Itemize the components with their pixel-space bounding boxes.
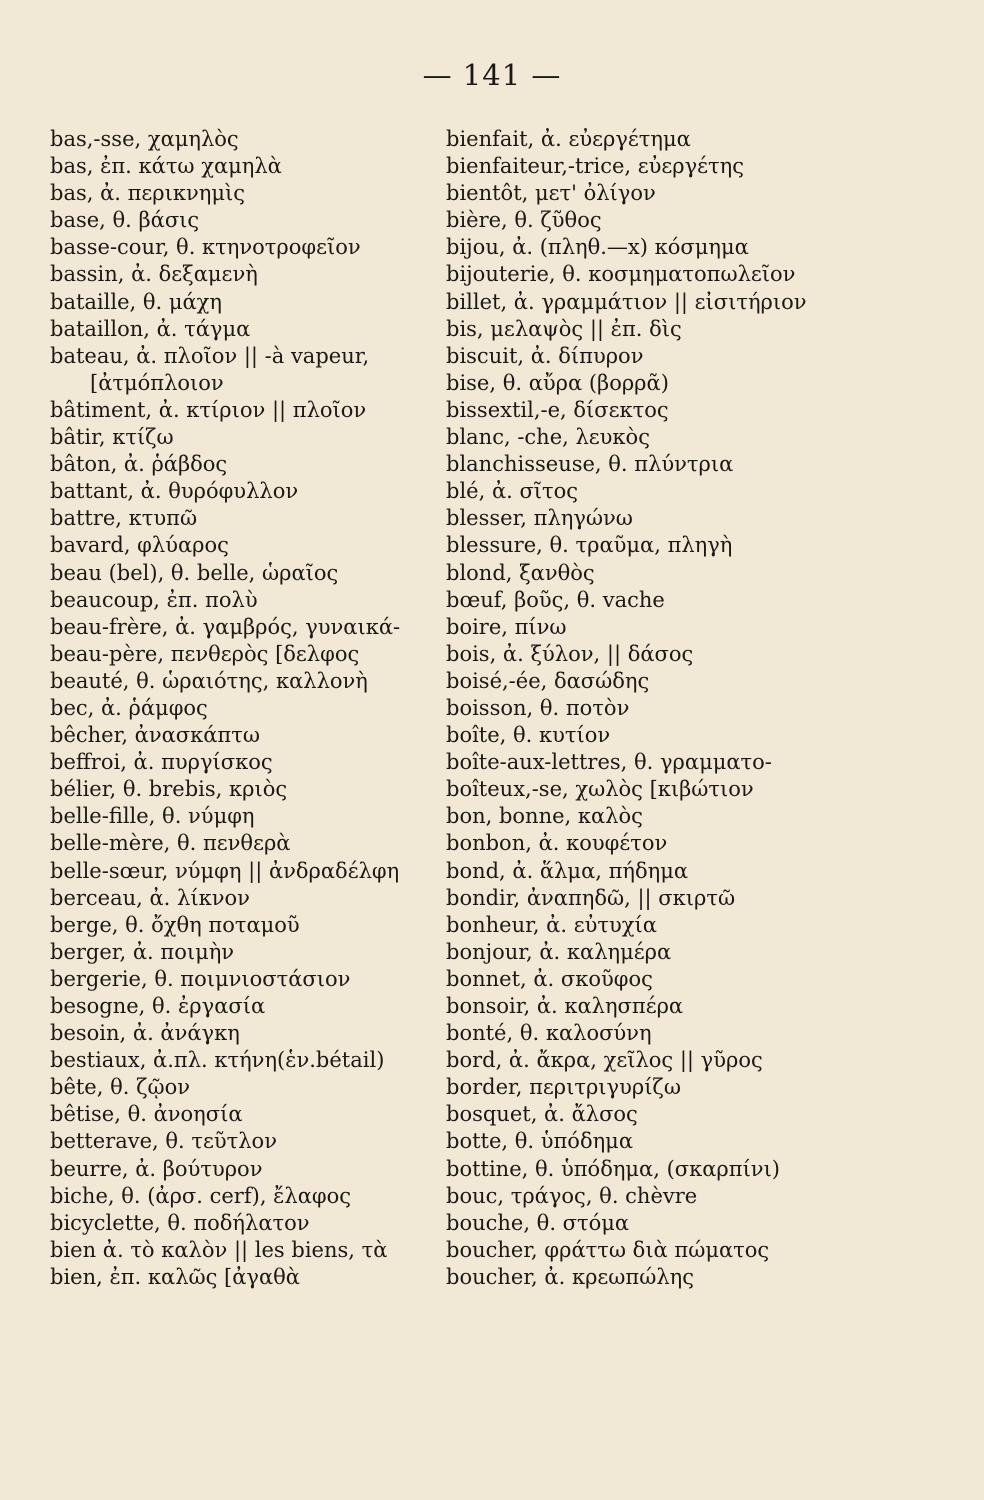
dictionary-entry: boisson, θ. ποτὸν <box>446 695 630 720</box>
dictionary-entry: belle-sœur, νύμφη || ἀνδραδέλφη <box>50 858 400 883</box>
dictionary-entry: beau-frère, ἀ. γαμβρός, γυναικά- <box>50 614 401 639</box>
dictionary-entry: bêtise, θ. ἀνοησία <box>50 1102 243 1127</box>
dictionary-entry: beurre, ἀ. βούτυρον <box>50 1156 263 1181</box>
dictionary-entry: bise, θ. αὔρα (βορρᾶ) <box>446 370 669 395</box>
dictionary-entry: bière, θ. ζῦθος <box>446 208 602 233</box>
dictionary-entry: blé, ἀ. σῖτος <box>446 479 579 504</box>
dictionary-entry: blanc, -che, λευκὸς <box>446 425 650 450</box>
dictionary-entry: berge, θ. ὄχθη ποταμοῦ <box>50 912 300 937</box>
dictionary-entry: bélier, θ. brebis, κριὸς <box>50 777 288 802</box>
dictionary-entry-continuation: [ἀτμόπλοιον <box>90 370 224 395</box>
page-number: — 141 — <box>422 58 562 92</box>
dictionary-entry: berger, ἀ. ποιμὴν <box>50 939 235 964</box>
dictionary-entry: blesser, πληγώνω <box>446 506 633 531</box>
dictionary-entry: belle-fille, θ. νύμφη <box>50 804 255 829</box>
left-column <box>50 126 420 1291</box>
dictionary-entry: boucher, ἀ. κρεωπώλης <box>446 1264 694 1289</box>
dictionary-entry: bâtir, κτίζω <box>50 425 174 450</box>
dictionary-entry: bâton, ἀ. ῥάβδος <box>50 452 228 477</box>
dictionary-entry: bonsoir, ἀ. καλησπέρα <box>446 994 684 1018</box>
dictionary-entry: bis, μελαψὸς || ἐπ. δὶς <box>446 316 682 341</box>
dictionary-entry: bassin, ἀ. δεξαμενὴ <box>50 262 258 287</box>
dictionary-entry: botte, θ. ὑπόδημα <box>446 1129 634 1154</box>
dictionary-entry: blond, ξανθὸς <box>446 560 595 585</box>
dictionary-entry: bonté, θ. καλοσύνη <box>446 1021 652 1046</box>
dictionary-entry: bon, bonne, καλὸς <box>446 804 643 829</box>
dictionary-entry: bord, ἀ. ἄκρα, χεῖλος || γῦρος <box>446 1048 763 1073</box>
dictionary-entry: bientôt, μετ' ὀλίγον <box>446 181 656 206</box>
dictionary-entry: blanchisseuse, θ. πλύντρια <box>446 452 734 477</box>
dictionary-entry: bienfait, ἀ. εὐεργέτημα <box>446 127 691 151</box>
dictionary-entry: bottine, θ. ὑπόδημα, (σκαρπίνι) <box>446 1156 781 1181</box>
dictionary-entry: boîte, θ. κυτίον <box>446 723 611 748</box>
right-column <box>446 126 916 1291</box>
dictionary-entry: betterave, θ. τεῦτλον <box>50 1129 277 1154</box>
dictionary-entry: bienfaiteur,-trice, εὐεργέτης <box>446 154 745 179</box>
dictionary-entry: bois, ἀ. ξύλον, || δάσος <box>446 641 694 666</box>
dictionary-entry: bas, ἐπ. κάτω χαμηλὰ <box>50 154 282 179</box>
dictionary-entry: bêcher, ἀνασκάπτω <box>50 723 260 748</box>
dictionary-entry: beffroi, ἀ. πυργίσκος <box>50 750 273 775</box>
dictionary-entry: bondir, ἀναπηδῶ, || σκιρτῶ <box>446 885 736 910</box>
dictionary-entry: bestiaux, ἀ.πλ. κτήνη(ἑν.bétail) <box>50 1048 385 1073</box>
dictionary-entry: bissextil,-e, δίσεκτος <box>446 397 669 422</box>
dictionary-entry: boisé,-ée, δασώδης <box>446 668 650 693</box>
dictionary-entry: bonjour, ἀ. καλημέρα <box>446 939 672 964</box>
dictionary-entry: beau-père, πενθερὸς [δελφος <box>50 641 360 666</box>
dictionary-entry: beaucoup, ἐπ. πολὺ <box>50 587 258 612</box>
dictionary-entry: bergerie, θ. ποιμνιοστάσιον <box>50 966 351 991</box>
dictionary-entry: blessure, θ. τραῦμα, πληγὴ <box>446 533 733 558</box>
dictionary-entry: bien, ἐπ. καλῶς [ἀγαθὰ <box>50 1264 300 1289</box>
dictionary-entry: battant, ἀ. θυρόφυλλον <box>50 479 299 504</box>
dictionary-entry: bijouterie, θ. κοσμηματοπωλεῖον <box>446 262 796 287</box>
dictionary-entry: beauté, θ. ὡραιότης, καλλονὴ <box>50 668 368 693</box>
dictionary-entry: bouche, θ. στόμα <box>446 1210 630 1235</box>
dictionary-entry: biscuit, ἀ. δίπυρον <box>446 343 644 368</box>
dictionary-entry: biche, θ. (ἀρσ. cerf), ἔλαφος <box>50 1183 352 1208</box>
dictionary-entry: base, θ. βάσις <box>50 208 200 233</box>
dictionary-entry: bas, ἀ. περικνημὶς <box>50 181 245 206</box>
dictionary-entry: boire, πίνω <box>446 614 567 639</box>
dictionary-entry: bataille, θ. μάχη <box>50 289 222 314</box>
dictionary-entry: battre, κτυπῶ <box>50 506 198 531</box>
dictionary-entry: bateau, ἀ. πλοῖον || -à vapeur, <box>50 343 370 368</box>
dictionary-entry: basse-cour, θ. κτηνοτροφεῖον <box>50 235 361 260</box>
dictionary-entry: boîte-aux-lettres, θ. γραμματο- <box>446 750 772 775</box>
dictionary-entry: billet, ἀ. γραμμάτιον || εἰσιτήριον <box>446 289 807 314</box>
dictionary-entry: bond, ἀ. ἅλμα, πήδημα <box>446 858 689 883</box>
dictionary-entry: bonbon, ἀ. κουφέτον <box>446 831 668 856</box>
dictionary-entry: bœuf, βοῦς, θ. vache <box>446 587 665 612</box>
dictionary-entry: beau (bel), θ. belle, ὡραῖος <box>50 560 339 585</box>
dictionary-entry: bosquet, ἀ. ἄλσος <box>446 1102 638 1127</box>
dictionary-entry: bas,-sse, χαμηλὸς <box>50 127 239 151</box>
dictionary-entry: boucher, φράττω διὰ πώματος <box>446 1237 770 1262</box>
dictionary-entry: berceau, ἀ. λίκνον <box>50 885 250 910</box>
dictionary-entry: bâtiment, ἀ. κτίριον || πλοῖον <box>50 397 367 422</box>
dictionary-entry: besoin, ἀ. ἀνάγκη <box>50 1021 240 1046</box>
dictionary-entry: bonheur, ἀ. εὐτυχία <box>446 912 657 937</box>
dictionary-entry: bonnet, ἀ. σκοῦφος <box>446 966 653 991</box>
dictionary-entry: bicyclette, θ. ποδήλατον <box>50 1210 310 1235</box>
dictionary-entry: bien ἀ. τὸ καλὸν || les biens, τὰ <box>50 1237 388 1262</box>
dictionary-entry: border, περιτριγυρίζω <box>446 1075 681 1100</box>
dictionary-entry: bec, ἀ. ῥάμφος <box>50 695 208 720</box>
dictionary-entry: bijou, ἀ. (πληθ.—x) κόσμημα <box>446 235 749 260</box>
dictionary-entry: besogne, θ. ἐργασία <box>50 994 266 1018</box>
dictionary-entry: boîteux,-se, χωλὸς [κιβώτιον <box>446 777 754 802</box>
dictionary-entry: belle-mère, θ. πενθερὰ <box>50 831 291 856</box>
dictionary-entry: bavard, φλύαρος <box>50 533 229 558</box>
dictionary-entry: bouc, τράγος, θ. chèvre <box>446 1183 698 1208</box>
dictionary-entry: bataillon, ἀ. τάγμα <box>50 316 251 341</box>
dictionary-entry: bête, θ. ζῷον <box>50 1075 190 1100</box>
